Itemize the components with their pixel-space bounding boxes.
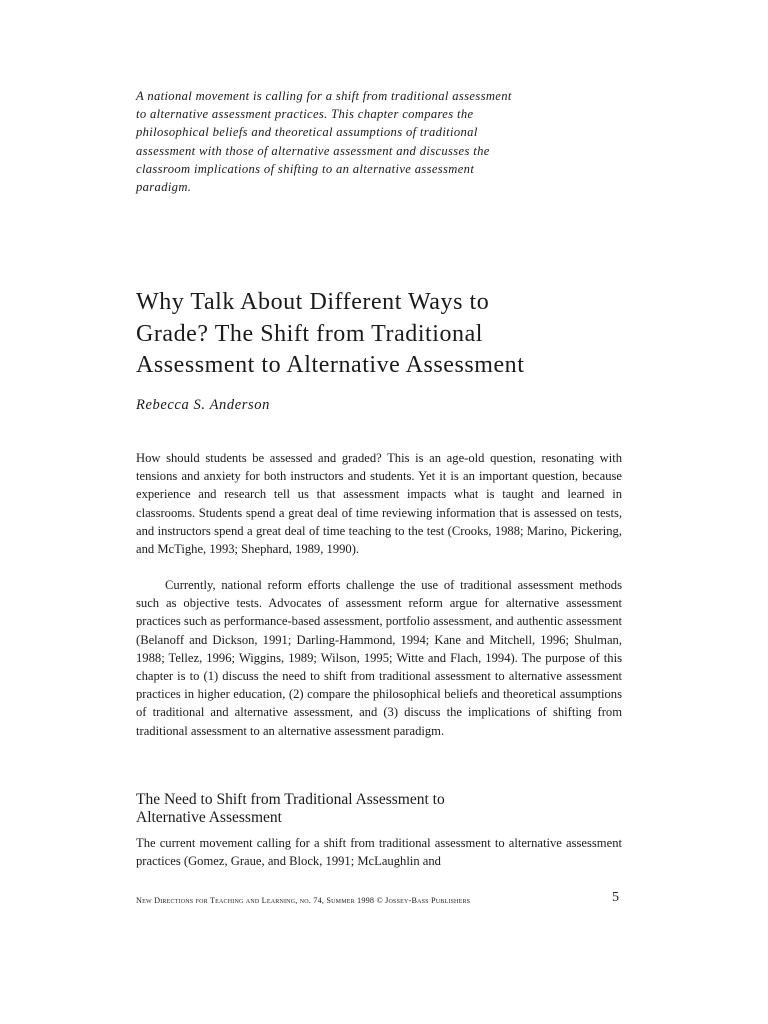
body-paragraph-2: Currently, national reform efforts challenge the use of traditional assessment methods such as objective tests. Advocates of assessment reform argue for alternative assessment practices such as performance-based assessment, portfolio assessment, and authentic assessment (Belanoff and Dickson, 1991; Darling-Hammond, 1994; Kane and Mitchell, 1996; Shulman, 1988; Tellez, 1996; Wiggins, 1989; Wilson, 1995; Witte and Flach, 1994). The purpose of this chapter is to (1) discuss the need to shift from traditional assessment to alternative assessment practices in higher education, (2) compare the philosophical beliefs and theoretical assumptions of traditional and alternative assessment, and (3) discuss the implications of shifting from traditional assessment to an alternative assessment paradigm. <box>136 578 622 738</box>
author-name: Rebecca S. Anderson <box>136 397 270 413</box>
chapter-title: Why Talk About Different Ways to Grade? The Shift from Traditional Assessment to Alternative Assessment <box>136 289 525 378</box>
body-paragraph-1: How should students be assessed and graded? This is an age-old question, resonating with tensions and anxiety for both instructors and students. Yet it is an important question, because experience and research tell us that assessment impacts what is taught and learned in classrooms. Students spend a great deal of time reviewing information that is assessed on tests, and instructors spend a great deal of time teaching to the test (Crooks, 1988; Marino, Pickering, and McTighe, 1993; Shephard, 1989, 1990). <box>136 451 622 557</box>
page-number: 5 <box>612 890 619 905</box>
section-heading: The Need to Shift from Traditional Assessment to Alternative Assessment <box>136 791 445 826</box>
journal-footer: New Directions for Teaching and Learning, no. 74, Summer 1998 © Jossey-Bass Publishers <box>136 896 471 905</box>
chapter-abstract: A national movement is calling for a shift from traditional assessment to alternative assessment practices. This chapter compares the philosophical beliefs and theoretical assumptions of traditional assessment with those of alternative assessment and discusses the classroom implications of shifting to an alternative assessment paradigm. <box>136 89 512 195</box>
section-paragraph: The current movement calling for a shift from traditional assessment to alternative assessment practices (Gomez, Graue, and Block, 1991; McLaughlin and <box>136 836 622 869</box>
